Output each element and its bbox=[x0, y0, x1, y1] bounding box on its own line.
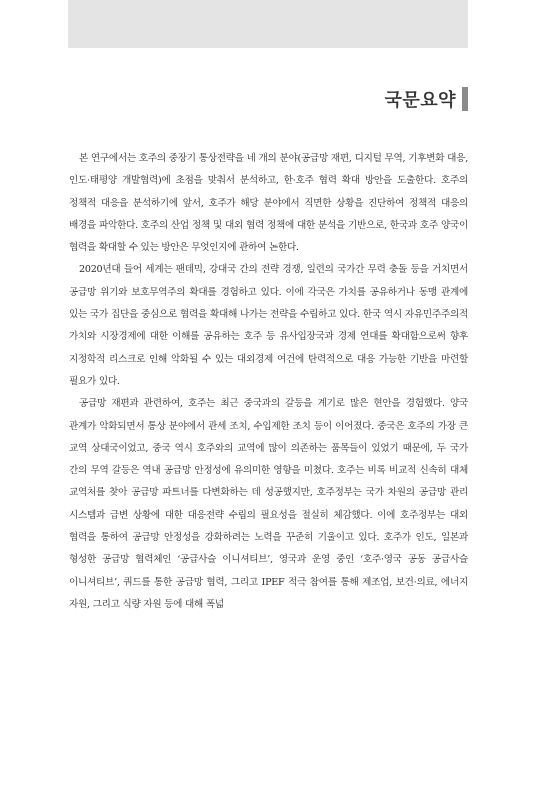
title-row bbox=[384, 86, 468, 112]
title-accent-bar bbox=[462, 87, 468, 111]
paragraph-1: 본 연구에서는 호주의 중장기 통상전략을 네 개의 분야(공급망 재편, 디지털 무역, 기후변화 대응, 인도·태평양 개발협력)에 초점을 맞춰서 분석하고, 한·호주 협력 확대 방안을 도출한다. 호주의 정책적 대응을 분석하기에 앞서, 호주가 해당 분야에서 직면한 상황을 진단하여 정책적 대응의 배경을 파악한다. 호주의 산업 정책 및 대외 협력 정책에 대한 분석을 기반으로, 한국과 호주 양국이 협력을 확대할 수 있는 방안은 무엇인지에 관하여 논한다. bbox=[69, 153, 468, 254]
paragraph-2: 2020년대 들어 세계는 팬데믹, 강대국 간의 전략 경쟁, 일련의 국가간 무력 충돌 등을 거치면서 공급망 위기와 보호무역주의 확대를 경험하고 있다. 이에 각국은 가치를 공유하거나 동맹 관계에 있는 국가 집단을 중심으로 협력을 확대해 나가는 전략을 수립하고 있다. 한국 역시 자유민주주의적 가치와 시장경제에 대한 이해를 공유하는 호주 등 유사입장국과 경제 연대를 확대함으로써 향후 지정학적 리스크로 인해 악화될 수 있는 대외경제 여건에 탄력적으로 대응 가능한 기반을 마련할 필요가 있다. bbox=[69, 264, 468, 387]
header-band bbox=[68, 0, 468, 48]
body-text bbox=[69, 148, 468, 616]
paragraph-3: 공급망 재편과 관련하여, 호주는 최근 중국과의 갈등을 계기로 많은 현안을 경험했다. 양국 관계가 악화되면서 통상 분야에서 관세 조치, 수입제한 조치 등이 이어졌다. 중국은 호주의 가장 큰 교역 상대국이었고, 중국 역시 호주와의 교역에 많이 의존하는 품목들이 있었기 때문에, 두 국가 간의 무역 갈등은 역내 공급망 안정성에 유의미한 영향을 미쳤다. 호주는 비록 비교적 신속히 대체 교역처를 찾아 공급망 파트너를 다변화하는 데 성공했지만, 호주정부는 국가 차원의 공급망 관리 시스템과 급변 상황에 대한 대응전략 수립의 필요성을 절실히 체감했다. 이에 호주정부는 대외 협력을 통하여 공급망 안정성을 강화하려는 노력을 꾸준히 기울이고 있다. 호주가 인도, 일본과 형성한 공급망 협력체인 ‘공급사슬 이니셔티브’, 영국과 운영 중인 ‘호주·영국 공동 공급사슬 이니셔티브’, 쿼드를 통한 공급망 협력, 그리고 IPEF 적극 참여를 통해 제조업, 보건·의료, 에너지 자원, 그리고 식량 자원 등에 대해 폭넓 bbox=[69, 398, 468, 610]
page-title: 국문요약 bbox=[384, 90, 456, 111]
